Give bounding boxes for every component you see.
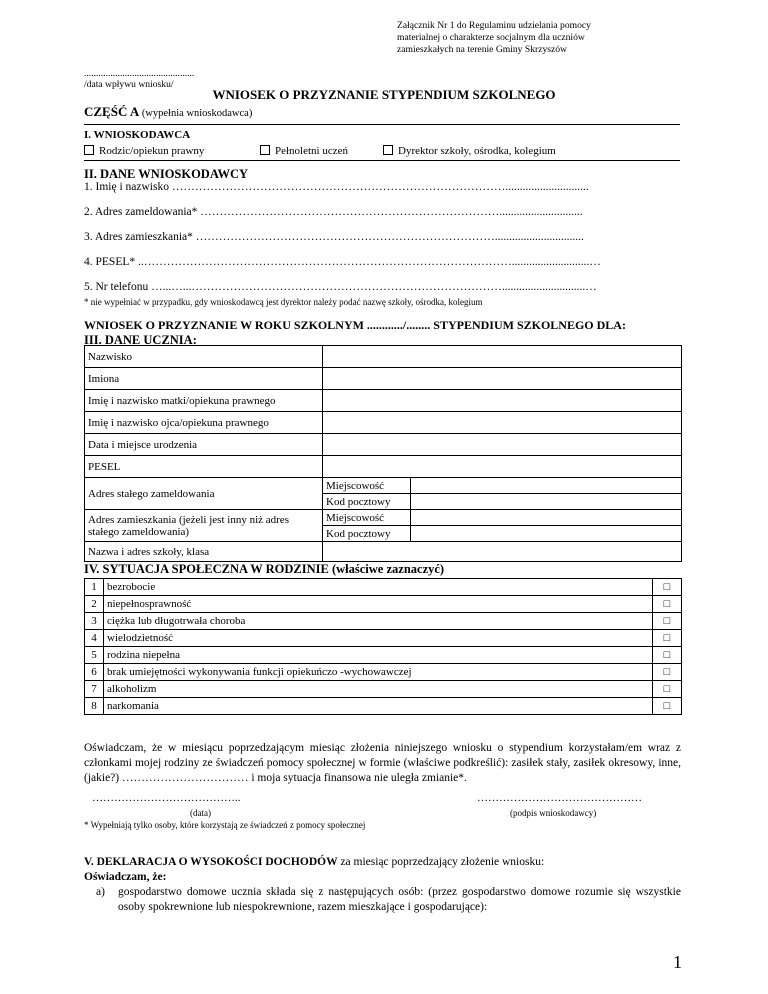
signature-caption: (podpis wnioskodawcy) — [510, 808, 597, 818]
part-a-label — [84, 104, 252, 120]
row-label: Adres zamieszkania (jeżeli jest inny niż adres stałego zameldowania) — [85, 510, 323, 542]
annex-line: Załącznik Nr 1 do Regulaminu udzielania pomocy — [397, 20, 591, 31]
row-label: Imię i nazwisko matki/opiekuna prawnego — [85, 390, 323, 412]
row-label: Nazwa i adres szkoły, klasa — [85, 542, 323, 562]
item-number: 8 — [85, 698, 104, 715]
input-cell[interactable] — [411, 510, 682, 526]
option-adult-student[interactable]: Pełnoletni uczeń — [260, 145, 348, 157]
input-cell[interactable] — [411, 494, 682, 510]
page-number: 1 — [673, 952, 682, 972]
checkbox[interactable] — [84, 145, 94, 155]
row-label: Data i miejsce urodzenia — [85, 434, 323, 456]
item-number: 2 — [85, 596, 104, 613]
input-cell[interactable] — [323, 368, 682, 390]
annex-line: zamieszkałych na terenie Gminy Skrzyszów — [397, 44, 567, 55]
receipt-date-dots: .............................................. — [84, 68, 195, 79]
social-situation-table — [84, 578, 682, 715]
field-phone[interactable]: 5. Nr telefonu …...…...……………………………………………………………………….............................… — [84, 281, 597, 293]
annex-line: materialnej o charakterze socjalnym dla uczniów — [397, 32, 585, 43]
item-label: niepełnosprawność — [104, 596, 653, 613]
row-label: Imiona — [85, 368, 323, 390]
row-label: Imię i nazwisko ojca/opiekuna prawnego — [85, 412, 323, 434]
item-number: 4 — [85, 630, 104, 647]
item-number: 7 — [85, 681, 104, 698]
item-label: brak umiejętności wykonywania funkcji opiekuńczo -wychowawczej — [104, 664, 653, 681]
input-cell[interactable] — [323, 346, 682, 368]
checkbox[interactable]: □ — [653, 647, 682, 664]
checkbox[interactable] — [383, 145, 393, 155]
input-cell[interactable] — [411, 526, 682, 542]
item-label: bezrobocie — [104, 579, 653, 596]
input-cell[interactable] — [323, 456, 682, 478]
item-number: 5 — [85, 647, 104, 664]
checkbox[interactable]: □ — [653, 630, 682, 647]
date-caption: (data) — [190, 808, 211, 818]
checkbox[interactable]: □ — [653, 681, 682, 698]
sub-label: Kod pocztowy — [323, 494, 411, 510]
declaration-item-a: a) gospodarstwo domowe ucznia składa się z następujących osób: (przez gospodarstwo domowe rozumie się wszystkie osoby spokrewnione lub niespokrewnione, razem mieszkające i gospodarujące): — [96, 886, 681, 913]
row-label: Adres stałego zameldowania — [85, 478, 323, 510]
section-applicant-heading: I. WNIOSKODAWCA — [84, 129, 191, 141]
input-cell[interactable] — [323, 542, 682, 562]
checkbox[interactable] — [260, 145, 270, 155]
checkbox[interactable]: □ — [653, 596, 682, 613]
item-number: 3 — [85, 613, 104, 630]
item-number: 6 — [85, 664, 104, 681]
form-title: WNIOSEK O PRZYZNANIE STYPENDIUM SZKOLNEGO — [212, 87, 556, 102]
scholarship-title: WNIOSEK O PRZYZNANIE W ROKU SZKOLNYM ............/........ STYPENDIUM SZKOLNEGO DLA: — [84, 318, 626, 332]
checkbox[interactable]: □ — [653, 664, 682, 681]
part-note: (wypełnia wnioskodawca) — [141, 108, 253, 119]
field-name[interactable]: 1. Imię i nazwisko ……………………………………………………………………………............................. — [84, 181, 589, 193]
option-school-director[interactable]: Dyrektor szkoły, ośrodka, kolegium — [383, 145, 556, 157]
checkbox[interactable]: □ — [653, 613, 682, 630]
income-declaration — [84, 855, 681, 915]
field-registered-address[interactable]: 2. Adres zameldowania* ……………………………………………………………………............................. — [84, 206, 583, 218]
item-label: wielodzietność — [104, 630, 653, 647]
input-cell[interactable] — [323, 390, 682, 412]
item-number: 1 — [85, 579, 104, 596]
student-data-table — [84, 345, 682, 562]
item-label: narkomania — [104, 698, 653, 715]
divider — [84, 124, 680, 125]
social-assistance-statement: Oświadczam, że w miesiącu poprzedzającym miesiąc złożenia niniejszego wniosku o stypendium korzystałam/em wraz z członkami mojej rodziny ze świadczeń pomocy społecznej w formie (właściwe podkreślić): zasiłek stały, zasiłek okresowy, inne, (jakie?) …………………………… i moja sytuacja finansowa nie uległa zmianie*. — [84, 742, 681, 784]
declare-label: Oświadczam, że: — [84, 871, 167, 883]
receipt-date-label: /data wpływu wniosku/ — [84, 79, 174, 90]
field-residence-address[interactable]: 3. Adres zamieszkania* ……………………………………………………………………............................... — [84, 231, 584, 243]
row-label: Nazwisko — [85, 346, 323, 368]
input-cell[interactable] — [323, 412, 682, 434]
sub-label: Miejscowość — [323, 510, 411, 526]
date-signature-line[interactable]: ………………………………….. — [92, 792, 241, 804]
income-heading: V. DEKLARACJA O WYSOKOŚCI DOCHODÓW za miesiąc poprzedzający złożenie wniosku: — [84, 856, 545, 868]
field-pesel[interactable]: 4. PESEL* ..……………………………………………………………………………………...........................… — [84, 256, 601, 268]
divider — [84, 160, 680, 161]
applicant-footnote: * nie wypełniać w przypadku, gdy wnioskodawcą jest dyrektor należy podać nazwę szkoły, ośrodka, kolegium — [84, 297, 483, 307]
applicant-signature-line[interactable]: ……………………………………… — [477, 792, 642, 804]
section-student-heading: III. DANE UCZNIA: — [84, 333, 197, 347]
row-label: PESEL — [85, 456, 323, 478]
option-parent[interactable]: Rodzic/opiekun prawny — [84, 145, 204, 157]
annex-note — [397, 20, 697, 56]
part-label: CZĘŚĆ A — [84, 104, 139, 119]
section-social-heading: IV. SYTUACJA SPOŁECZNA W RODZINIE (właściwe zaznaczyć) — [84, 562, 445, 576]
sub-label: Kod pocztowy — [323, 526, 411, 542]
section-applicant-data-heading: II. DANE WNIOSKODAWCY — [84, 167, 249, 181]
checkbox[interactable]: □ — [653, 579, 682, 596]
input-cell[interactable] — [411, 478, 682, 494]
input-cell[interactable] — [323, 434, 682, 456]
checkbox[interactable]: □ — [653, 698, 682, 715]
item-label: rodzina niepełna — [104, 647, 653, 664]
item-label: ciężka lub długotrwała choroba — [104, 613, 653, 630]
sub-label: Miejscowość — [323, 478, 411, 494]
statement-footnote: * Wypełniają tylko osoby, które korzystają ze świadczeń z pomocy społecznej — [84, 820, 366, 830]
item-label: alkoholizm — [104, 681, 653, 698]
